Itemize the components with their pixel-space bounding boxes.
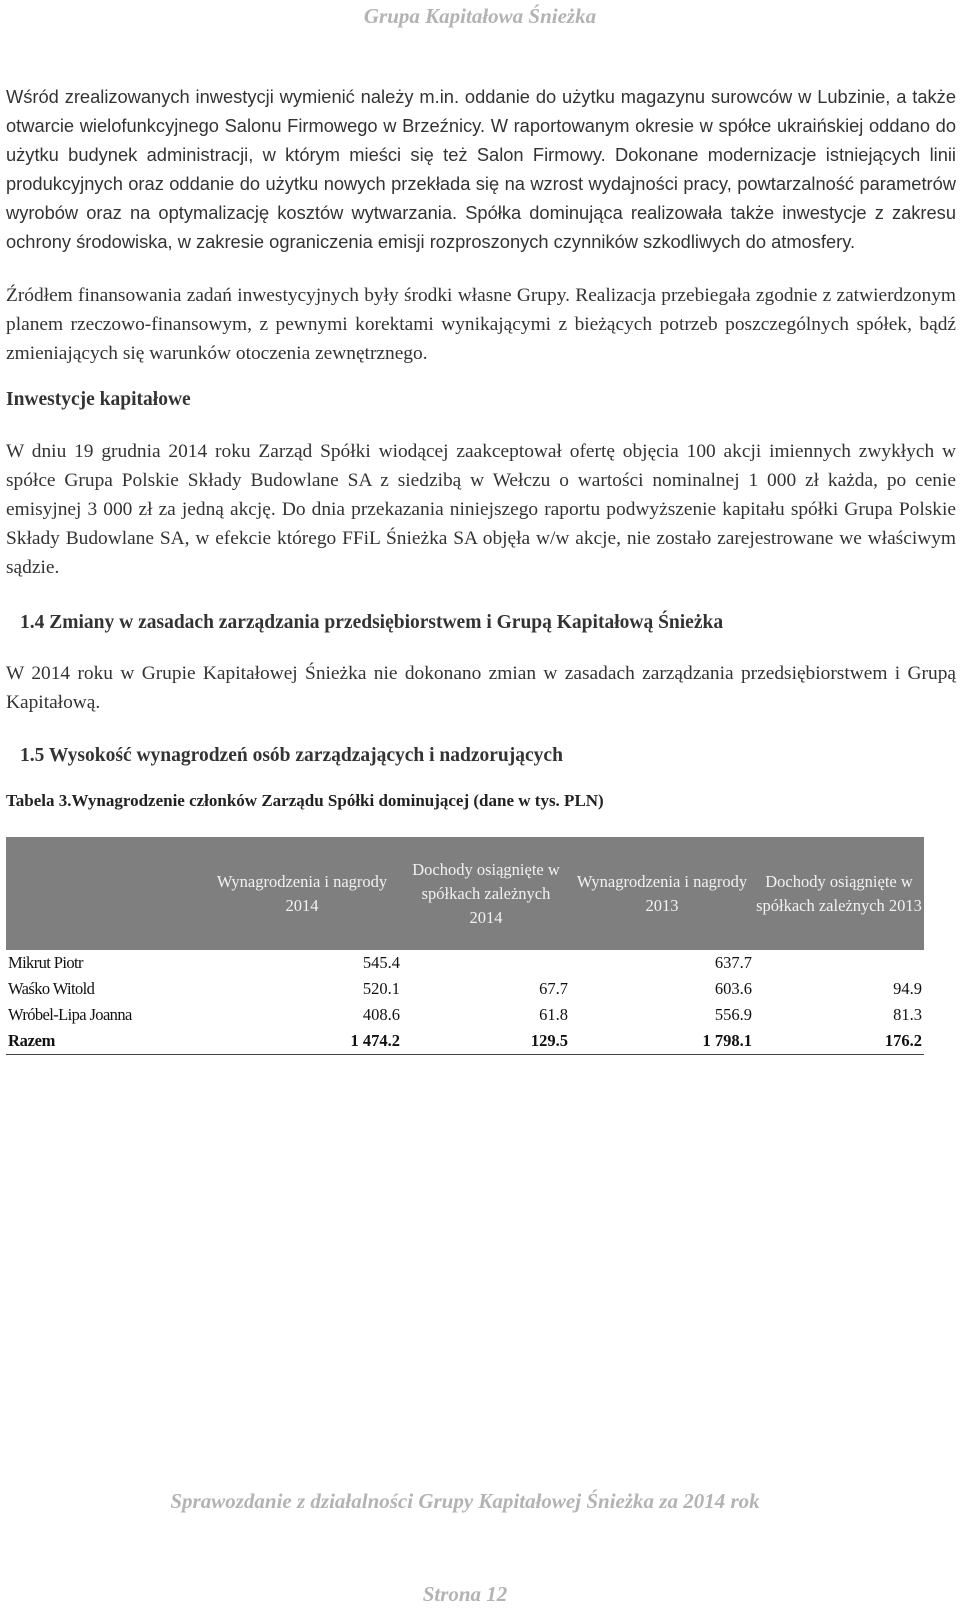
table-row-total <box>6 1028 924 1055</box>
table-cell: 556.9 <box>714 1005 752 1024</box>
table-header-remuneration-2013: Wynagrodzenia i nagrody 2013 <box>570 837 754 950</box>
remuneration-table <box>6 837 924 1055</box>
page-header: Grupa Kapitałowa Śnieżka <box>363 4 597 28</box>
table-row <box>6 950 924 976</box>
page-footer: Sprawozdanie z działalności Grupy Kapitałowej Śnieżka za 2014 rok <box>170 1489 760 1513</box>
table-header-subsidiary-income-2014: Dochody osiągnięte w spółkach zależnych 2014 <box>402 837 570 950</box>
table-cell: 603.6 <box>714 979 752 998</box>
table-cell <box>402 950 570 976</box>
table-cell: 545.4 <box>362 953 400 972</box>
table-cell-name: Mikrut Piotr <box>8 953 83 972</box>
table-cell: 81.3 <box>893 1005 922 1024</box>
section-heading-1-4: 1.4 Zmiany w zasadach zarządzania przedsiębiorstwem i Grupą Kapitałową Śnieżka <box>20 612 724 633</box>
table-caption: Tabela 3.Wynagrodzenie członków Zarządu Spółki dominującej (dane w tys. PLN) <box>6 791 604 810</box>
table-cell: 1 474.2 <box>202 1028 402 1055</box>
table-header-name <box>6 837 202 950</box>
table-header-row <box>6 837 924 950</box>
table-row <box>6 976 924 1002</box>
table-cell: 520.1 <box>362 979 400 998</box>
table-cell: 94.9 <box>893 979 922 998</box>
table-cell-name: Waśko Witold <box>8 979 95 998</box>
table-cell: 67.7 <box>539 979 568 998</box>
table-cell-name: Wróbel-Lipa Joanna <box>8 1005 132 1024</box>
paragraph-capital-investments: W dniu 19 grudnia 2014 roku Zarząd Spółki wiodącej zaakceptował ofertę objęcia 100 akcji imiennych zwykłych w spółce Grupa Polskie Składy Budowlane SA z siedzibą w Wełczu o wartości nominalnej 1 000 zł każda, po cenie emisyjnej 3 000 zł za jedną akcję. Do dnia przekazania niniejszego raportu podwyższenie kapitału spółki Grupa Polskie Składy Budowlane SA, w efekcie którego FFiL Śnieżka SA objęła w/w akcje, nie zostało zarejestrowane we właściwym sądzie. <box>6 441 956 578</box>
table-row <box>6 1002 924 1028</box>
page-number: Strona 12 <box>422 1582 508 1606</box>
section-heading-1-5: 1.5 Wysokość wynagrodzeń osób zarządzających i nadzorujących <box>20 745 563 766</box>
paragraph-management-changes: W 2014 roku w Grupie Kapitałowej Śnieżka nie dokonano zmian w zasadach zarządzania przedsiębiorstwem i Grupą Kapitałową. <box>6 663 956 713</box>
table-cell: 1 798.1 <box>570 1028 754 1055</box>
table-header-subsidiary-income-2013: Dochody osiągnięte w spółkach zależnych 2013 <box>754 837 924 950</box>
table-cell <box>754 950 924 976</box>
table-cell-name: Razem <box>6 1028 202 1055</box>
section-heading-capital-investments: Inwestycje kapitałowe <box>6 389 191 410</box>
table-cell: 176.2 <box>754 1028 924 1055</box>
paragraph-investments: Wśród zrealizowanych inwestycji wymienić należy m.in. oddanie do użytku magazynu surowców w Lubzinie, a także otwarcie wielofunkcyjnego Salonu Firmowego w Brzeźnicy. W raportowanym okresie w spółce ukraińskiej oddano do użytku budynek administracji, w którym mieści się też Salon Firmowy. Dokonane modernizacje istniejących linii produkcyjnych oraz oddanie do użytku nowych przekłada się na wzrost wydajności pracy, powtarzalność parametrów wyrobów oraz na optymalizację kosztów wytwarzania. Spółka dominująca realizowała także inwestycje z zakresu ochrony środowiska, w zakresie ograniczenia emisji rozproszonych czynników szkodliwych do atmosfery. <box>6 86 956 252</box>
paragraph-financing: Źródłem finansowania zadań inwestycyjnych były środki własne Grupy. Realizacja przebiegała zgodnie z zatwierdzonym planem rzeczowo-finansowym, z pewnymi korektami wynikającymi z bieżących potrzeb poszczególnych spółek, bądź zmieniających się warunków otoczenia zewnętrznego. <box>6 285 956 364</box>
table-cell: 61.8 <box>539 1005 568 1024</box>
table-cell: 637.7 <box>714 953 752 972</box>
table-cell: 408.6 <box>362 1005 400 1024</box>
table-cell: 129.5 <box>402 1028 570 1055</box>
document-body <box>6 82 956 1055</box>
table-header-remuneration-2014: Wynagrodzenia i nagrody 2014 <box>202 837 402 950</box>
